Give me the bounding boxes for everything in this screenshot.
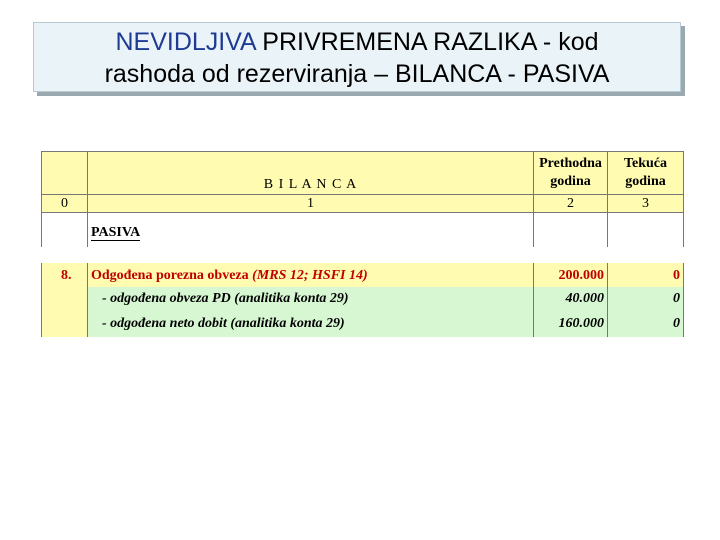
row-prev-value: 40.000	[534, 287, 608, 312]
prev-year-line1: Prethodna	[539, 156, 602, 171]
section-prev-blank	[534, 213, 608, 247]
row-number: 8.	[61, 268, 72, 283]
balance-rows	[41, 263, 684, 337]
row-prev-value: 160.000	[534, 312, 608, 337]
col-num-3: 3	[608, 195, 684, 213]
header-blank-cell	[41, 151, 88, 195]
slide-title	[33, 22, 681, 92]
section-pasiva	[88, 213, 534, 247]
title-line-1	[34, 26, 680, 58]
row-reference: (MRS 12; HSFI 14)	[248, 268, 368, 283]
row-label: Odgođena porezna obveza	[91, 268, 249, 283]
header-bilanca: B I L A N C A	[88, 151, 534, 195]
row-prev-value: 200.000	[534, 263, 608, 287]
balance-header	[41, 151, 684, 247]
section-pasiva-label: PASIVA	[91, 225, 141, 240]
col-num-2: 2	[534, 195, 608, 213]
header-prev-year	[534, 151, 608, 195]
table-row: - odgođena obveza PD (analitika konta 29)	[88, 287, 534, 312]
row-curr-value: 0	[608, 312, 684, 337]
row-curr-value: 0	[608, 287, 684, 312]
col-num-0: 0	[41, 195, 88, 213]
table-row	[88, 263, 534, 287]
title-line-2: rashoda od rezerviranja – BILANCA - PASIVA	[104, 60, 610, 88]
section-blank-cell	[41, 213, 88, 247]
col-num-1: 1	[88, 195, 534, 213]
table-row: - odgođena neto dobit (analitika konta 29)	[88, 312, 534, 337]
curr-year-line2: godina	[625, 174, 666, 189]
curr-year-line1: Tekuća	[623, 156, 668, 171]
header-curr-year	[608, 151, 684, 195]
section-curr-blank	[608, 213, 684, 247]
row-curr-value: 0	[608, 263, 684, 287]
prev-year-line2: godina	[550, 174, 591, 189]
title-line1-rest: PRIVREMENA RAZLIKA - kod	[255, 28, 599, 56]
title-highlight: NEVIDLJIVA	[115, 28, 256, 56]
